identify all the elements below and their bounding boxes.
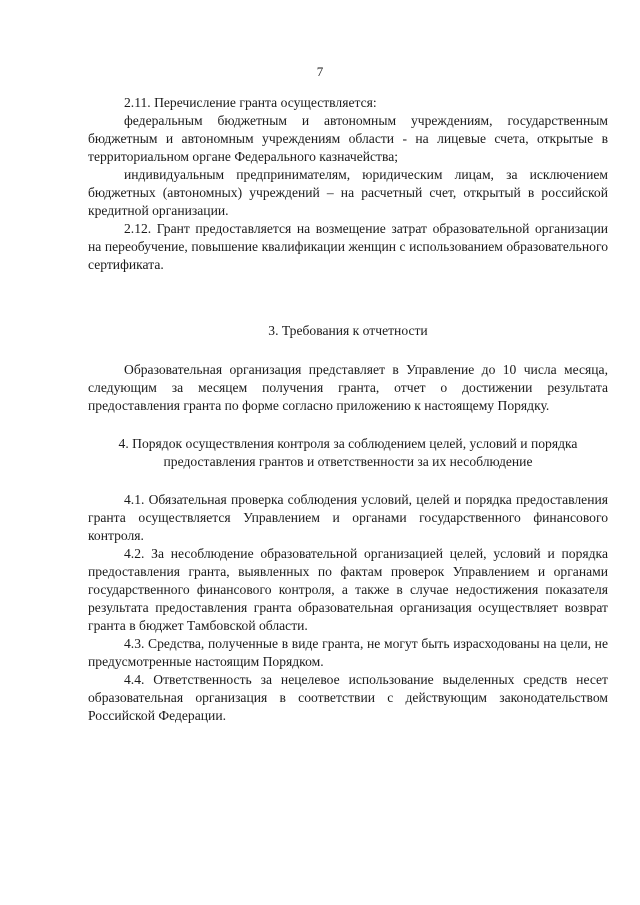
section-4-heading-line-2: предоставления грантов и ответственности за их несоблюдение (163, 454, 533, 469)
spacer (88, 274, 608, 322)
spacer (88, 471, 608, 491)
paragraph-2-12: 2.12. Грант предоставляется на возмещение затрат образовательной организации на переобучение, повышение квалификации женщин с использованием образовательного сертификата. (88, 221, 608, 272)
paragraph-2-11-federal: федеральным бюджетным и автономным учреждениям, государственным бюджетным и автономным учреждениям области - на лицевые счета, открытые в территориальном органе Федерального казначейства; (88, 113, 608, 164)
section-4-heading-line-1: 4. Порядок осуществления контроля за соблюдением целей, условий и порядка (118, 436, 578, 451)
page-number: 7 (316, 64, 324, 79)
paragraph-4-1: 4.1. Обязательная проверка соблюдения условий, целей и порядка предоставления гранта осуществляется Управлением и органами государственного финансового контроля. (88, 492, 608, 543)
paragraph-2-11: 2.11. Перечисление гранта осуществляется: (124, 95, 377, 110)
paragraph-4-4: 4.4. Ответственность за нецелевое использование выделенных средств несет образовательная организация в соответствии с действующим законодательством Российской Федерации. (88, 672, 608, 723)
paragraph-3-reporting: Образовательная организация представляет в Управление до 10 числа месяца, следующим за месяцем получения гранта, отчет о достижении результата предоставления гранта по форме согласно приложению к настоящему Порядку. (88, 362, 608, 413)
spacer (88, 415, 608, 435)
paragraph-2-11-entrepreneurs: индивидуальным предпринимателям, юридическим лицам, за исключением бюджетных (автономных) учреждений – на расчетный счет, открытый в российской кредитной организации. (88, 167, 608, 218)
section-4-heading (88, 435, 608, 471)
paragraph-4-2: 4.2. За несоблюдение образовательной организацией целей, условий и порядка предоставления гранта, выявленных по фактам проверок Управлением и органами государственного финансового контроля, а также в случае недостижения показателя результата предоставления гранта образовательная организация осуществляет возврат гранта в бюджет Тамбовской области. (88, 546, 608, 633)
document-body (88, 94, 608, 725)
spacer (88, 340, 608, 361)
paragraph-4-3: 4.3. Средства, полученные в виде гранта, не могут быть израсходованы на цели, не предусмотренные настоящим Порядком. (88, 636, 608, 669)
section-3-heading: 3. Требования к отчетности (268, 323, 428, 338)
